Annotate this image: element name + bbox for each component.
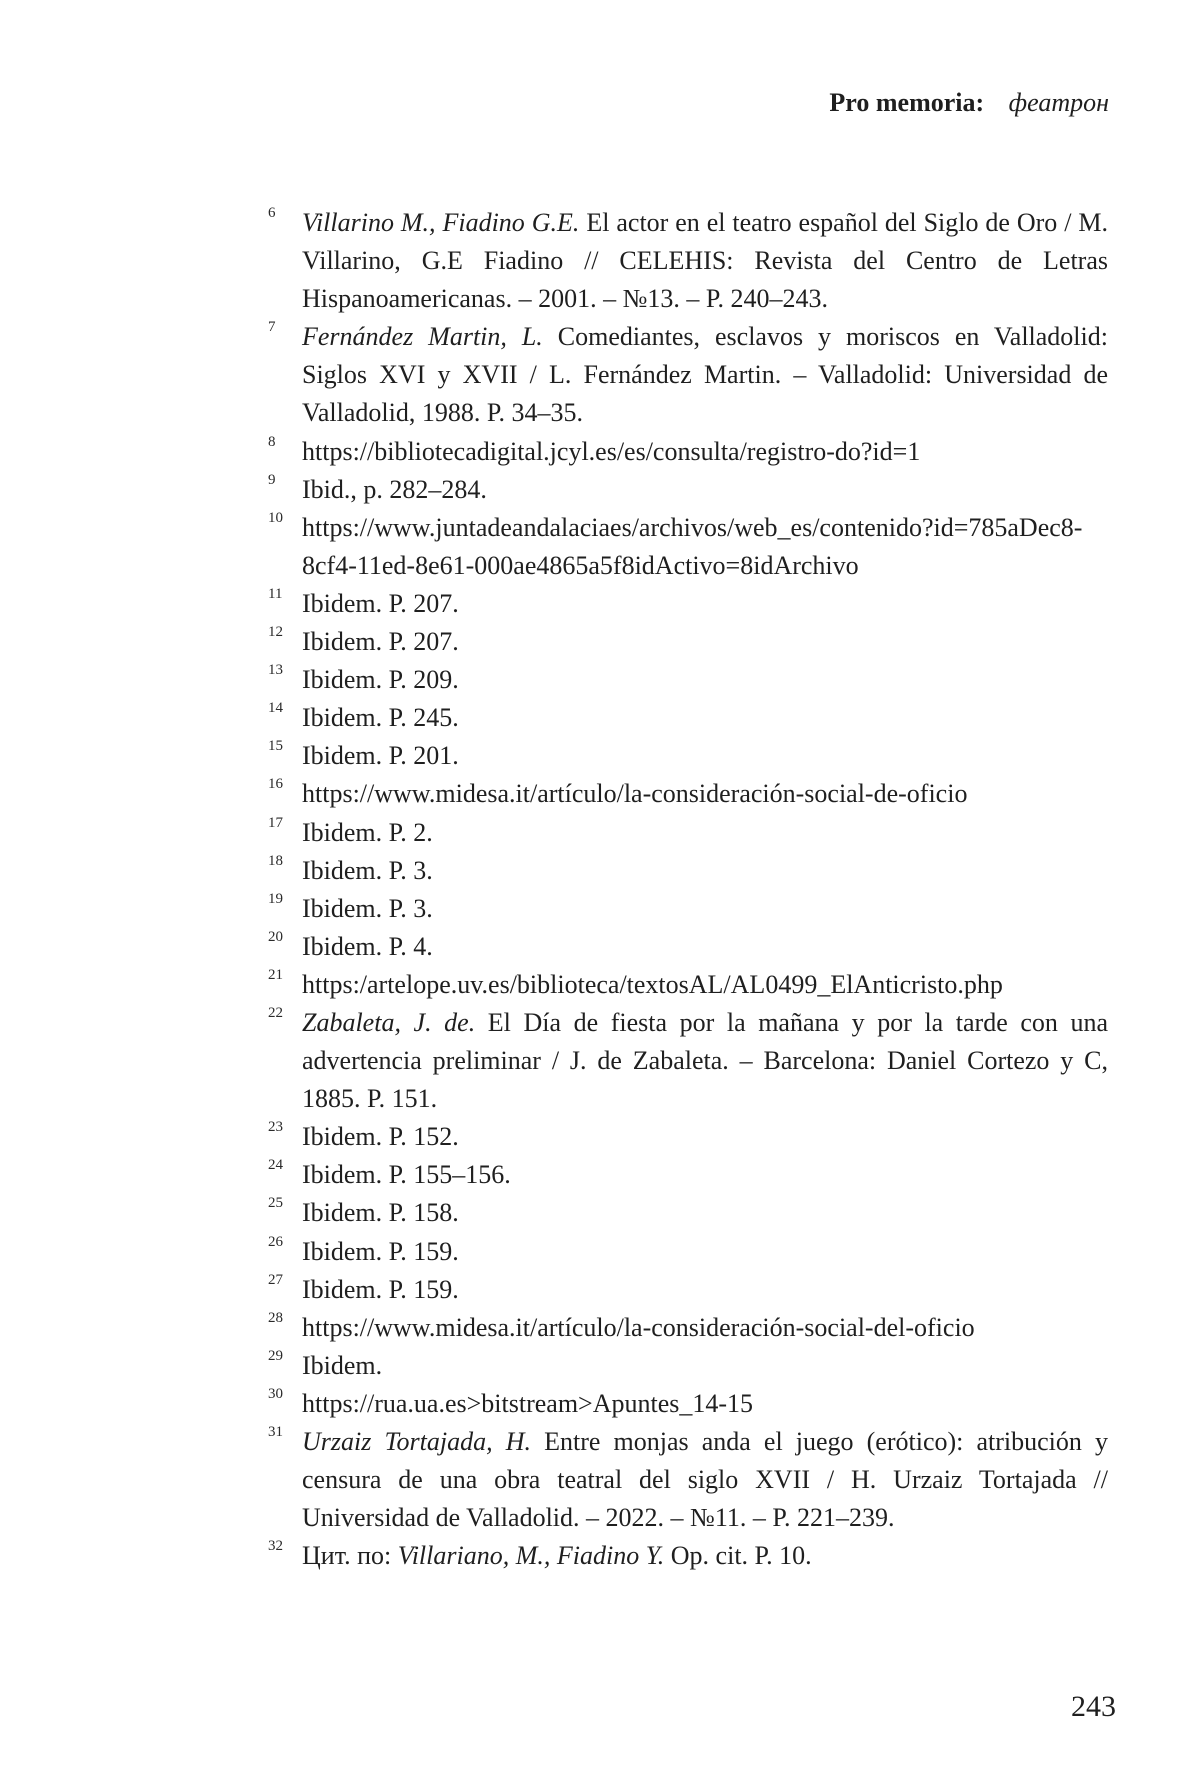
footnote-number: 21 <box>268 966 283 983</box>
section-title: феатрон <box>1008 88 1109 117</box>
footnote-text: Ibidem. P. 245. <box>302 703 459 733</box>
footnote-number: 31 <box>268 1424 283 1440</box>
footnote-item <box>268 1347 1108 1385</box>
footnote-text: Ibidem. P. 4. <box>302 931 433 961</box>
footnote-item <box>268 1156 1108 1194</box>
footnote-text: Ibid., p. 282–284. <box>302 474 487 504</box>
footnote-text: https://www.midesa.it/artículo/la-consideración-social-de-oficio <box>302 779 968 809</box>
footnote-item <box>268 814 1108 852</box>
footnote-number: 32 <box>268 1538 283 1555</box>
footnote-text: Ibidem. P. 2. <box>302 817 433 847</box>
footnote-number: 8 <box>268 433 276 450</box>
footnotes-list <box>268 204 1108 1575</box>
footnote-text: Ibidem. P. 207. <box>302 588 459 618</box>
footnote-item <box>268 585 1108 623</box>
footnote-item <box>268 699 1108 737</box>
footnote-item <box>268 204 1108 318</box>
footnote-text: Ibidem. P. 3. <box>302 855 433 885</box>
footnote-text: Op. cit. P. 10. <box>664 1541 812 1571</box>
footnote-text: Ibidem. P. 209. <box>302 665 459 695</box>
footnote-item <box>268 1537 1108 1575</box>
footnote-text: El Día de fiesta por la mañana y por la tarde con una advertencia preliminar / J. de Zabaleta. – Barcelona: Daniel Cortezo y C, 1885. P. 151. <box>302 1007 1109 1114</box>
footnote-number: 27 <box>268 1271 283 1288</box>
footnote-text: Ibidem. P. 3. <box>302 893 433 923</box>
footnote-author: Villarino M., Fiadino G.E. <box>302 208 580 237</box>
footnote-number: 24 <box>268 1157 283 1174</box>
footnote-item <box>268 623 1108 661</box>
footnote-text: Ibidem. P. 207. <box>302 627 459 657</box>
footnote-text: https://bibliotecadigital.jcyl.es/es/consulta/registro-do?id=1 <box>302 436 921 466</box>
journal-title: Pro memoria: <box>829 88 985 117</box>
footnote-number: 30 <box>268 1385 283 1402</box>
footnote-item <box>268 737 1108 775</box>
footnote-text: Comediantes, esclavos y moriscos en Valladolid: Siglos XVI y XVII / L. Fernández Martin. – Valladolid: Universidad de Valladolid, 1988. P. 34–35. <box>302 322 1108 428</box>
footnote-number: 17 <box>268 814 283 831</box>
footnote-number: 11 <box>268 585 283 602</box>
footnote-item <box>268 852 1108 890</box>
footnote-prefix: Цит. по: <box>302 1541 398 1571</box>
footnote-item <box>268 1118 1108 1156</box>
footnote-number: 26 <box>268 1233 283 1250</box>
footnote-number: 18 <box>268 852 283 869</box>
footnote-item <box>268 1309 1108 1347</box>
footnote-number: 25 <box>268 1195 283 1212</box>
footnote-number: 13 <box>268 662 283 679</box>
footnote-item <box>268 1423 1108 1537</box>
footnote-number: 10 <box>268 509 283 526</box>
footnote-number: 29 <box>268 1347 283 1364</box>
footnote-number: 12 <box>268 624 283 641</box>
footnote-text: https://www.midesa.it/artículo/la-consideración-social-del-oficio <box>302 1312 975 1342</box>
footnote-number: 20 <box>268 928 283 945</box>
footnote-text: Ibidem. P. 159. <box>302 1274 459 1304</box>
footnote-item <box>268 1233 1108 1271</box>
footnote-number: 7 <box>268 319 276 336</box>
footnote-author: Zabaleta, J. de. <box>302 1007 476 1037</box>
footnote-author: Urzaiz Tortajada, H. <box>302 1427 531 1456</box>
footnote-item <box>268 890 1108 928</box>
footnote-number: 14 <box>268 700 283 717</box>
footnote-text: Ibidem. P. 158. <box>302 1198 459 1228</box>
footnote-item <box>268 928 1108 966</box>
footnote-text: https:/artelope.uv.es/biblioteca/textosAL/AL0499_ElAnticristo.php <box>302 969 1003 999</box>
footnote-number: 22 <box>268 1004 283 1021</box>
footnote-text: Ibidem. <box>302 1350 383 1380</box>
footnote-text: Ibidem. P. 201. <box>302 741 459 771</box>
footnote-number: 19 <box>268 890 283 907</box>
footnote-item <box>268 1194 1108 1232</box>
footnote-number: 16 <box>268 776 283 793</box>
footnote-item <box>268 1004 1108 1118</box>
footnote-text: Ibidem. P. 155–156. <box>302 1160 511 1190</box>
footnote-item <box>268 509 1108 585</box>
footnote-number: 6 <box>268 205 276 221</box>
running-header <box>829 88 1109 118</box>
footnote-number: 23 <box>268 1119 283 1136</box>
footnote-item <box>268 1385 1108 1423</box>
footnote-text: Ibidem. P. 159. <box>302 1236 459 1266</box>
footnote-text: https://rua.ua.es>bitstream>Apuntes_14-15 <box>302 1388 754 1418</box>
footnote-author: Villariano, M., Fiadino Y. <box>397 1541 665 1571</box>
footnote-author: Fernández Martin, L. <box>302 322 543 352</box>
footnote-text: Entre monjas anda el juego (erótico): atribución y censura de una obra teatral del siglo XVII / H. Urzaiz Tortajada // Universidad de Valladolid. – 2022. – №11. – P. 221–239. <box>302 1427 1108 1533</box>
footnote-item <box>268 966 1108 1004</box>
footnote-text: https://www.juntadeandalaciaes/archivos/web_es/contenido?id=785aDec8-8cf4-11ed-8e61-000ae4865a5f8idActivo=8idArchivo <box>302 512 1083 580</box>
footnote-number: 9 <box>268 471 276 488</box>
footnote-item <box>268 318 1108 432</box>
footnote-item <box>268 471 1108 509</box>
footnote-item <box>268 1271 1108 1309</box>
footnote-item <box>268 775 1108 813</box>
footnote-text: El actor en el teatro español del Siglo de Oro / M. Villarino, G.E Fiadino // CELEHIS: Revista del Centro de Letras Hispanoamericanas. – 2001. – №13. – P. 240–243. <box>302 208 1108 314</box>
page-number: 243 <box>1071 1690 1116 1723</box>
footnote-item <box>268 661 1108 699</box>
footnote-text: Ibidem. P. 152. <box>302 1122 459 1152</box>
footnote-item <box>268 433 1108 471</box>
footnote-number: 28 <box>268 1309 283 1326</box>
footnote-number: 15 <box>268 738 283 755</box>
